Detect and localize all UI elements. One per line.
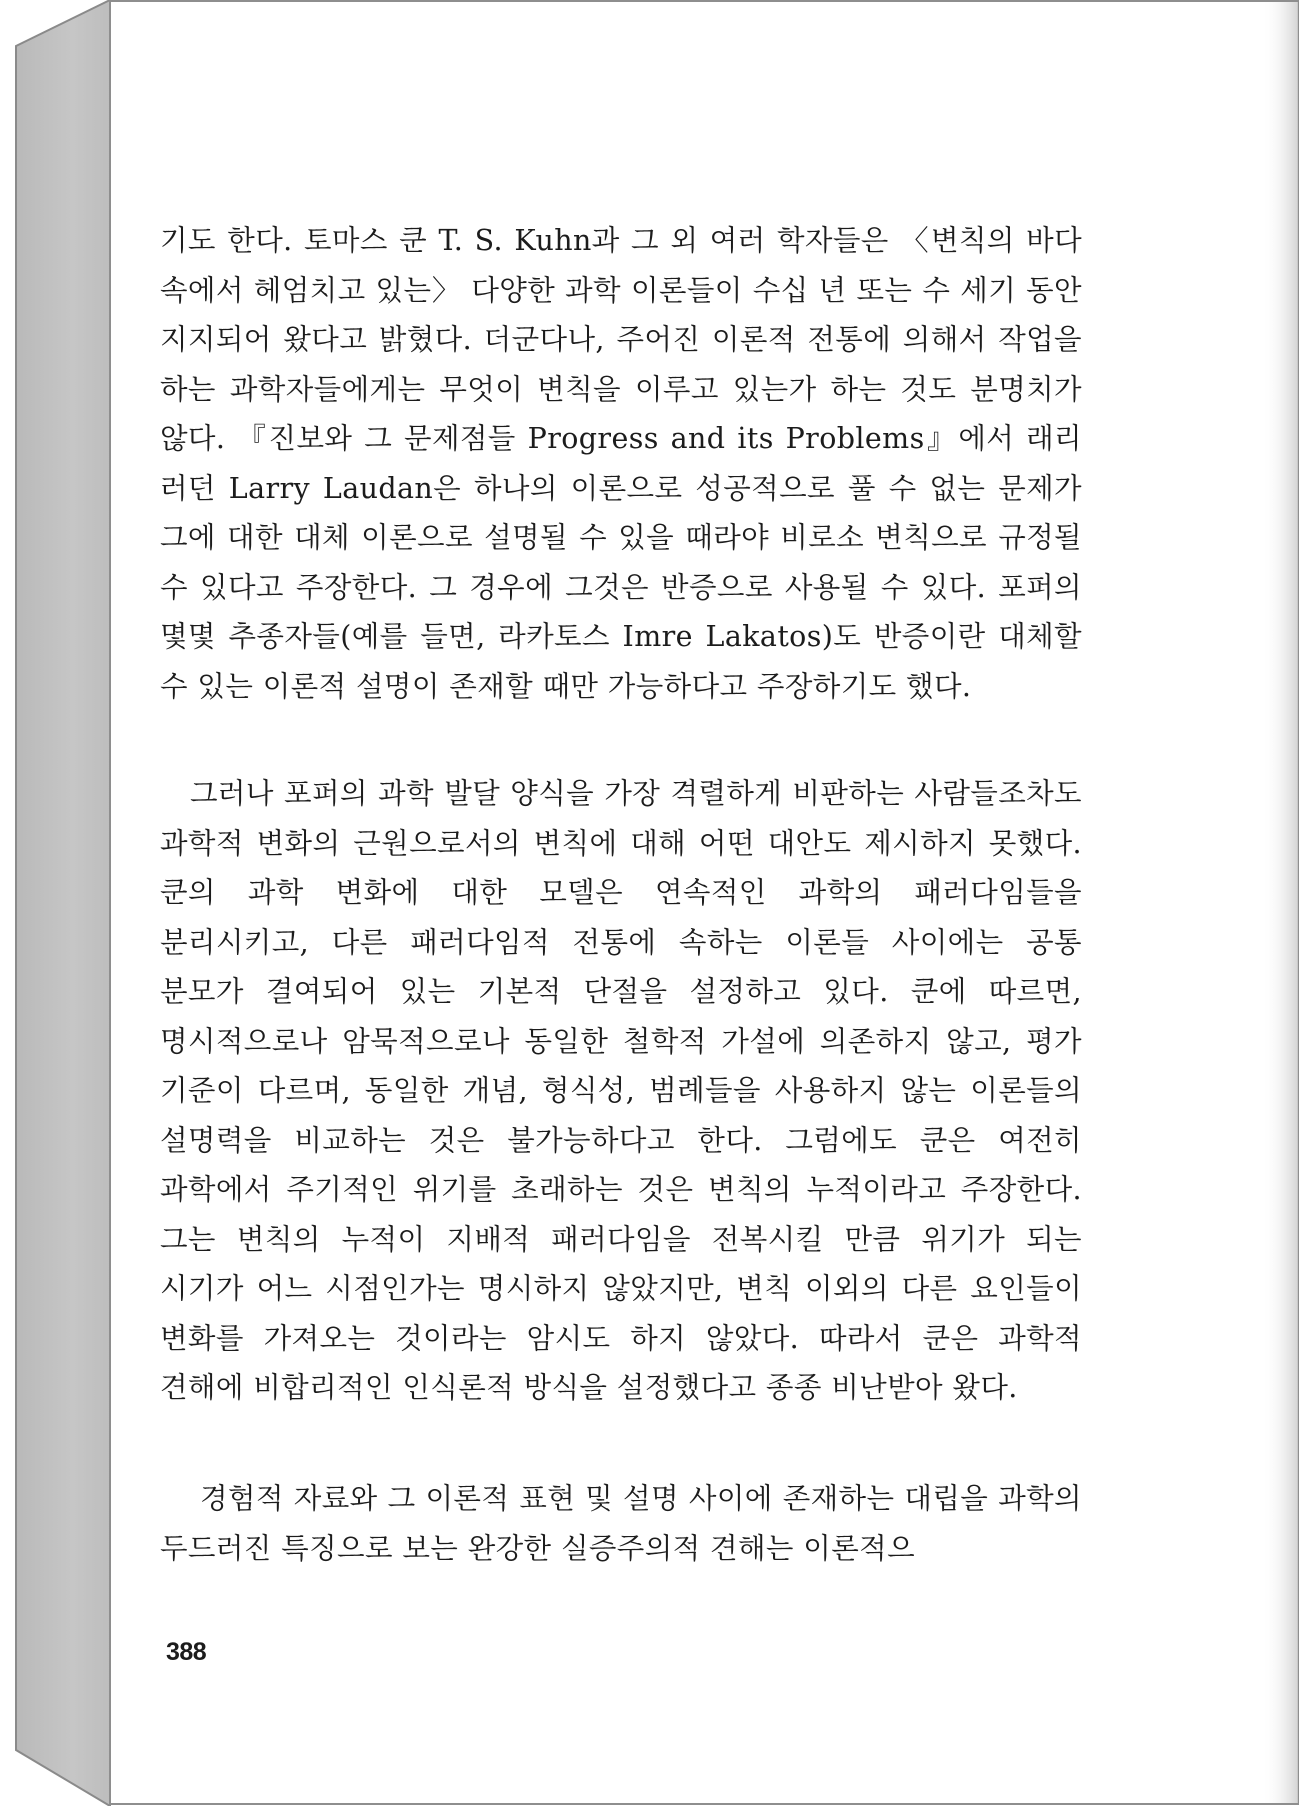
body-paragraph: 그러나 포퍼의 과학 발달 양식을 가장 격렬하게 비판하는 사람들조차도 과학적 변화의 근원으로서의 변칙에 대해 어떤 대안도 제시하지 못했다. 쿤의 과학 변화에 대한 모델은 연속적인 과학의 패러다임들을 분리시키고, 다른 패러다임적 전통에 속하는 이론들 사이에는 공통 분모가 결여되어 있는 기본적 단절을 설정하고 있다. 쿤에 따르면, 명시적으로나 암묵적으로나 동일한 철학적 가설에 의존하지 않고, 평가 기준이 다르며, 동일한 개념, 형식성, 범례들을 사용하지 않는 이론들의 설명력을 비교하는 것은 불가능하다고 한다. 그럼에도 쿤은 여전히 과학에서 주기적인 위기를 초래하는 것은 변칙의 누적이라고 주장한다. 그는 변칙의 누적이 지배적 패러다임을 전복시킬 만큼 위기가 되는 시기가 어느 시점인가는 명시하지 않았지만, 변칙 이외의 다른 요인들이 변화를 가져오는 것이라는 암시도 하지 않았다. 따라서 쿤은 과학적 견해에 비합리적인 인식론적 방식을 설정했다고 종종 비난받아 왔다. (160, 777, 1082, 1404)
page-number: 388 (166, 1638, 207, 1666)
book-spine (16, 0, 110, 1806)
body-paragraph: 경험적 자료와 그 이론적 표현 및 설명 사이에 존재하는 대립을 과학의 두드러진 특징으로 보는 완강한 실증주의적 견해는 이론적으 (160, 1482, 1082, 1565)
body-paragraph: 기도 한다. 토마스 쿤 T. S. Kuhn과 그 외 여러 학자들은 〈변칙의 바다 속에서 헤엄치고 있는〉 다양한 과학 이론들이 수십 년 또는 수 세기 동안 지지되어 왔다고 밝혔다. 더군다나, 주어진 이론적 전통에 의해서 작업을 하는 과학자들에게는 무엇이 변칙을 이루고 있는가 하는 것도 분명치가 않다. 『진보와 그 문제점들 Progress and its Problems』에서 래리 러던 Larry Laudan은 하나의 이론으로 성공적으로 풀 수 없는 문제가 그에 대한 대체 이론으로 설명될 수 있을 때라야 비로소 변칙으로 규정될 수 있다고 주장한다. 그 경우에 그것은 반증으로 사용될 수 있다. 포퍼의 몇몇 추종자들(예를 들면, 라카토스 Imre Lakatos)도 반증이란 대체할 수 있는 이론적 설명이 존재할 때만 가능하다고 주장하기도 했다. (160, 224, 1082, 703)
